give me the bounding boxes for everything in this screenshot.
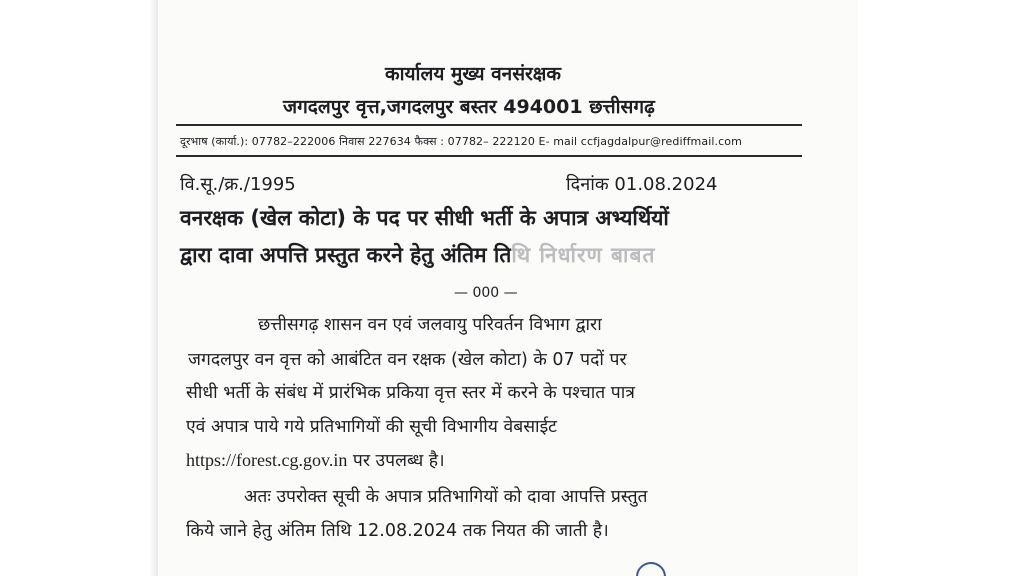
reference-number: वि.सू./क्र./1995 (180, 174, 296, 195)
website-link[interactable]: https://forest.cg.gov.in (186, 450, 348, 470)
office-address: जगदलपुर वृत्त,जगदलपुर बस्तर 494001 छत्तीसगढ़ (283, 96, 655, 118)
body-line-3: सीधी भर्ती के संबंध में प्रारंभिक प्रकिया वृत्त स्तर में करने के पश्चात पात्र (186, 383, 635, 403)
header-rule-top (176, 124, 802, 126)
subject-line-2-text: द्वारा दावा अपत्ति प्रस्तुत करने हेतु अंतिम ति (180, 243, 512, 267)
body-line-1: छत्तीसगढ़ शासन वन एवं जलवायु परिवर्तन विभाग द्वारा (258, 315, 602, 335)
body-line-6: अतः उपरोक्त सूची के अपात्र प्रतिभागियों को दावा आपत्ति प्रस्तुत (244, 487, 648, 507)
subject-line-2-faded: थि निर्धारण बाबत (511, 243, 656, 267)
section-separator: — 000 — (454, 285, 518, 301)
body-line-2: जगदलपुर वन वृत्त को आबंटित वन रक्षक (खेल कोटा) के 07 पदों पर (188, 350, 627, 370)
office-title: कार्यालय मुख्य वनसंरक्षक (385, 63, 562, 85)
contact-details: दूरभाष (कार्या.): 07782–222006 निवास 227634 फैक्स : 07782– 222120 E- mail ccfjagdalpur@rediffmail.com (180, 135, 742, 148)
header-rule-bottom (176, 155, 802, 157)
body-line-5-rest: पर उपलब्ध है। (347, 451, 445, 471)
body-line-7: किये जाने हेतु अंतिम तिथि 12.08.2024 तक नियत की जाती है। (186, 521, 609, 541)
body-line-4: एवं अपात्र पाये गये प्रतिभागियों की सूची विभागीय वेबसाईट (186, 417, 557, 437)
subject-line-1: वनरक्षक (खेल कोटा) के पद पर सीधी भर्ती के अपात्र अभ्यर्थियों (180, 206, 669, 230)
body-line-5 (186, 448, 445, 472)
letter-date: दिनांक 01.08.2024 (566, 174, 718, 195)
subject-line-2 (180, 241, 655, 269)
